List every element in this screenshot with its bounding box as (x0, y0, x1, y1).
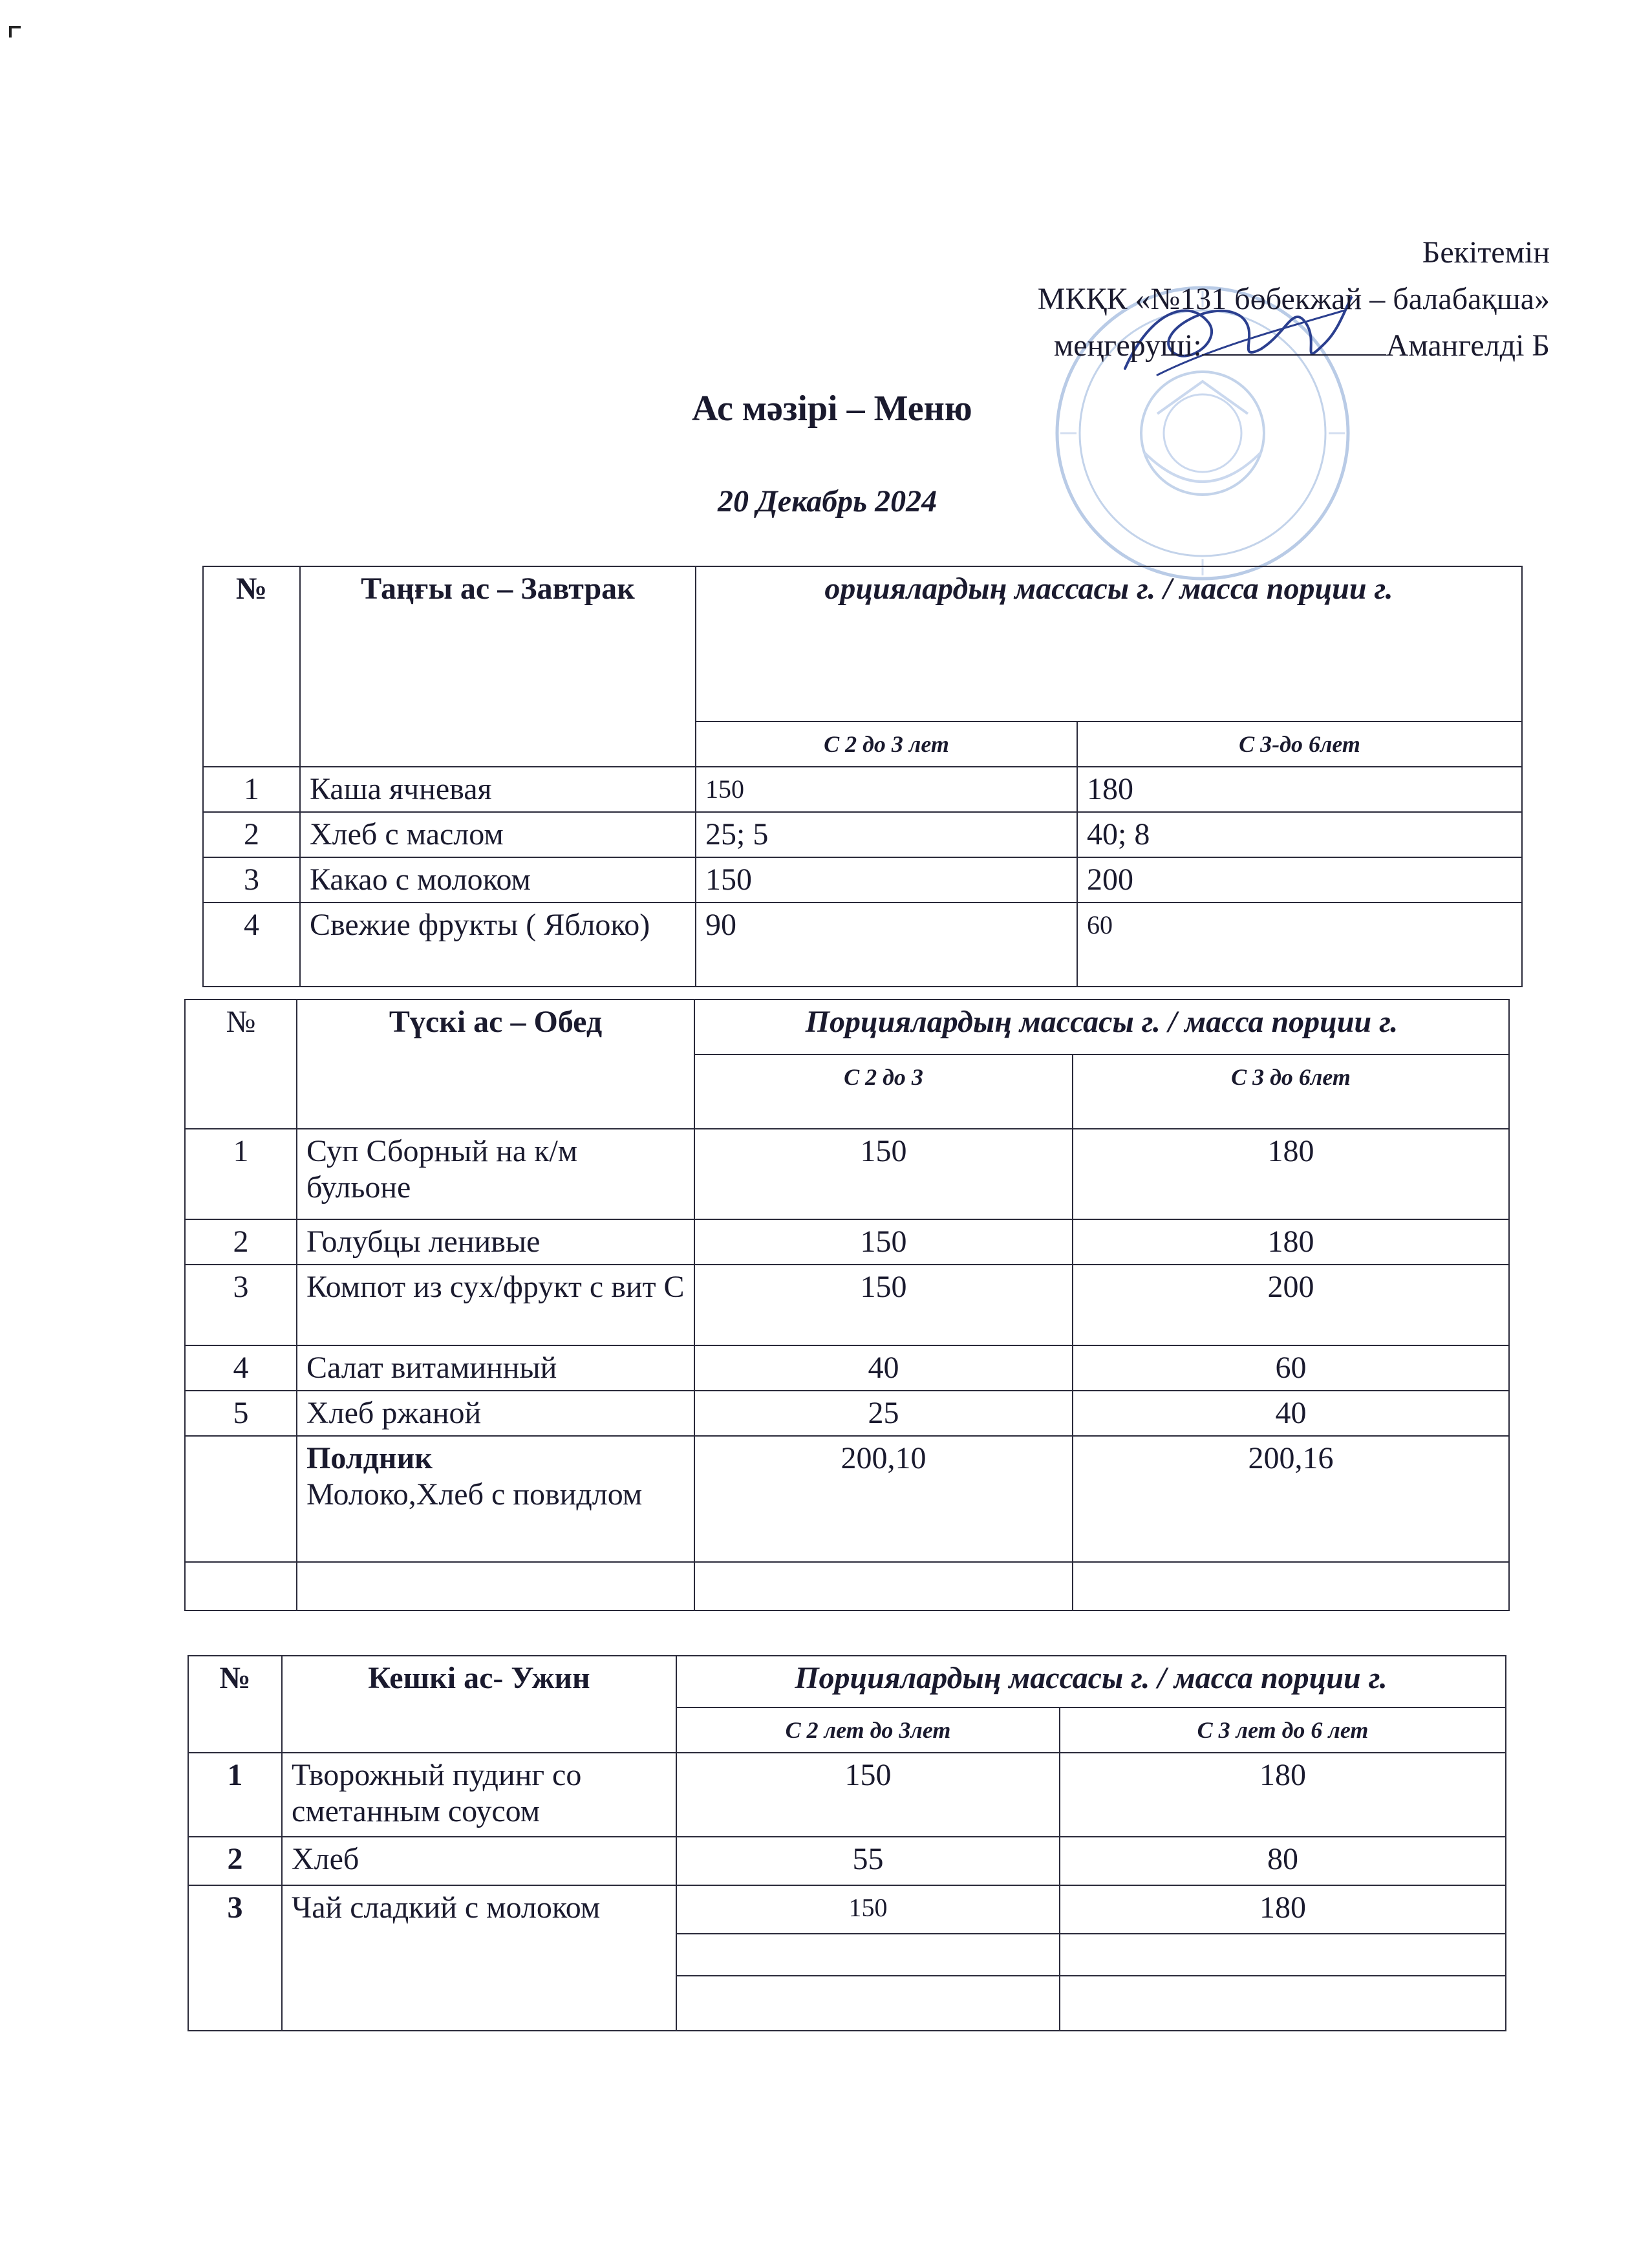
portion-value-2: 40; 8 (1077, 812, 1522, 857)
snack-cell (297, 1436, 694, 1562)
portion-value-1: 25; 5 (696, 812, 1077, 857)
row-number: 1 (185, 1129, 297, 1219)
dish-name: Чай сладкий с молоком (282, 1885, 676, 2031)
dinner-table (188, 1655, 1506, 2031)
empty-cell (676, 1976, 1060, 2031)
portion-mass-header: Порциялардың массасы г. / масса порции г. (676, 1656, 1506, 1707)
organization-name: МКҚК «№131 бөбекжай – балабақша» (1037, 282, 1550, 316)
table-row (185, 1345, 1509, 1391)
empty-cell (297, 1562, 694, 1610)
table-row (185, 1219, 1509, 1265)
meal-header: Кешкі ас- Ужин (282, 1656, 676, 1753)
column-number-header: № (188, 1656, 282, 1753)
meal-header: Түскі ас – Обед (297, 1000, 694, 1129)
age-group-2-header: С 3-до 6лет (1077, 722, 1522, 767)
portion-value-1: 90 (696, 903, 1077, 987)
lunch-table (184, 999, 1510, 1611)
row-number: 3 (188, 1885, 282, 2031)
table-row (188, 1753, 1506, 1837)
dish-name: Какао с молоком (300, 857, 696, 903)
portion-value-2: 40 (1073, 1391, 1509, 1436)
dish-name: Каша ячневая (300, 767, 696, 812)
dish-name: Компот из сух/фрукт с вит С (297, 1265, 694, 1345)
portion-value-2: 80 (1060, 1837, 1506, 1885)
table-row (185, 1265, 1509, 1345)
dish-name: Голубцы ленивые (297, 1219, 694, 1265)
breakfast-table (202, 566, 1523, 987)
snack-title: Полдник (306, 1441, 433, 1475)
age-group-1-header: С 2 до 3 лет (696, 722, 1077, 767)
table-row (185, 1129, 1509, 1219)
approval-title: Бекітемін (1422, 235, 1550, 270)
portion-value-2: 180 (1073, 1219, 1509, 1265)
portion-value-2: 60 (1073, 1345, 1509, 1391)
table-row (188, 1837, 1506, 1885)
portion-value-1: 200,10 (694, 1436, 1073, 1562)
dish-name: Салат витаминный (297, 1345, 694, 1391)
dish-name: Творожный пудинг со сметанным соусом (282, 1753, 676, 1837)
dish-name: Хлеб с маслом (300, 812, 696, 857)
snack-row (185, 1436, 1509, 1562)
empty-cell (1060, 1934, 1506, 1976)
empty-cell (1060, 1976, 1506, 2031)
snack-name: Молоко,Хлеб с повидлом (306, 1477, 643, 1512)
signature-line (1202, 323, 1386, 356)
row-number: 1 (188, 1753, 282, 1837)
age-group-2-header: С 3 лет до 6 лет (1060, 1707, 1506, 1753)
table-row (203, 857, 1522, 903)
row-number-empty (185, 1436, 297, 1562)
table-header-row (188, 1656, 1506, 1707)
empty-cell (676, 1934, 1060, 1976)
column-number-header: № (185, 1000, 297, 1129)
row-number: 4 (185, 1345, 297, 1391)
portion-value-1: 150 (676, 1753, 1060, 1837)
dish-name: Суп Сборный на к/м бульоне (297, 1129, 694, 1219)
meal-header: Таңғы ас – Завтрак (300, 566, 696, 767)
portion-value-2: 200,16 (1073, 1436, 1509, 1562)
column-number-header: № (203, 566, 300, 767)
portion-value-2: 180 (1060, 1885, 1506, 1934)
table-row (203, 903, 1522, 987)
portion-value-2: 180 (1060, 1753, 1506, 1837)
empty-cell (694, 1562, 1073, 1610)
row-number: 5 (185, 1391, 297, 1436)
row-number: 4 (203, 903, 300, 987)
table-header-row (203, 566, 1522, 722)
portion-value-2: 200 (1073, 1265, 1509, 1345)
dish-name: Хлеб ржаной (297, 1391, 694, 1436)
row-number: 2 (185, 1219, 297, 1265)
table-header-row (185, 1000, 1509, 1054)
portion-mass-header: орциялардың массасы г. / масса порции г. (696, 566, 1522, 722)
portion-value-2: 180 (1073, 1129, 1509, 1219)
head-label: меңгеруші: (1053, 328, 1202, 363)
dish-name: Свежие фрукты ( Яблоко) (300, 903, 696, 987)
table-row (188, 1885, 1506, 1934)
portion-mass-header: Порциялардың массасы г. / масса порции г. (694, 1000, 1509, 1054)
portion-value-1: 150 (676, 1885, 1060, 1934)
empty-row (185, 1562, 1509, 1610)
row-number: 3 (185, 1265, 297, 1345)
table-row (185, 1391, 1509, 1436)
portion-value-1: 150 (696, 767, 1077, 812)
portion-value-1: 150 (694, 1129, 1073, 1219)
age-group-1-header: С 2 до 3 (694, 1054, 1073, 1129)
empty-cell (185, 1562, 297, 1610)
table-row (203, 767, 1522, 812)
row-number: 1 (203, 767, 300, 812)
document-title: Ас мәзірі – Меню (692, 389, 972, 429)
row-number: 3 (203, 857, 300, 903)
portion-value-1: 150 (694, 1219, 1073, 1265)
scan-corner-mark (9, 26, 21, 37)
portion-value-2: 60 (1077, 903, 1522, 987)
table-row (203, 812, 1522, 857)
head-name: Амангелді Б (1386, 328, 1550, 363)
age-group-2-header: С 3 до 6лет (1073, 1054, 1509, 1129)
portion-value-1: 40 (694, 1345, 1073, 1391)
portion-value-1: 150 (696, 857, 1077, 903)
document-date: 20 Декабрь 2024 (718, 484, 938, 519)
portion-value-1: 25 (694, 1391, 1073, 1436)
portion-value-1: 55 (676, 1837, 1060, 1885)
portion-value-2: 180 (1077, 767, 1522, 812)
approval-block (645, 230, 1550, 369)
portion-value-1: 150 (694, 1265, 1073, 1345)
dish-name: Хлеб (282, 1837, 676, 1885)
age-group-1-header: С 2 лет до 3лет (676, 1707, 1060, 1753)
row-number: 2 (203, 812, 300, 857)
portion-value-2: 200 (1077, 857, 1522, 903)
empty-cell (1073, 1562, 1509, 1610)
row-number: 2 (188, 1837, 282, 1885)
head-line (645, 323, 1550, 369)
